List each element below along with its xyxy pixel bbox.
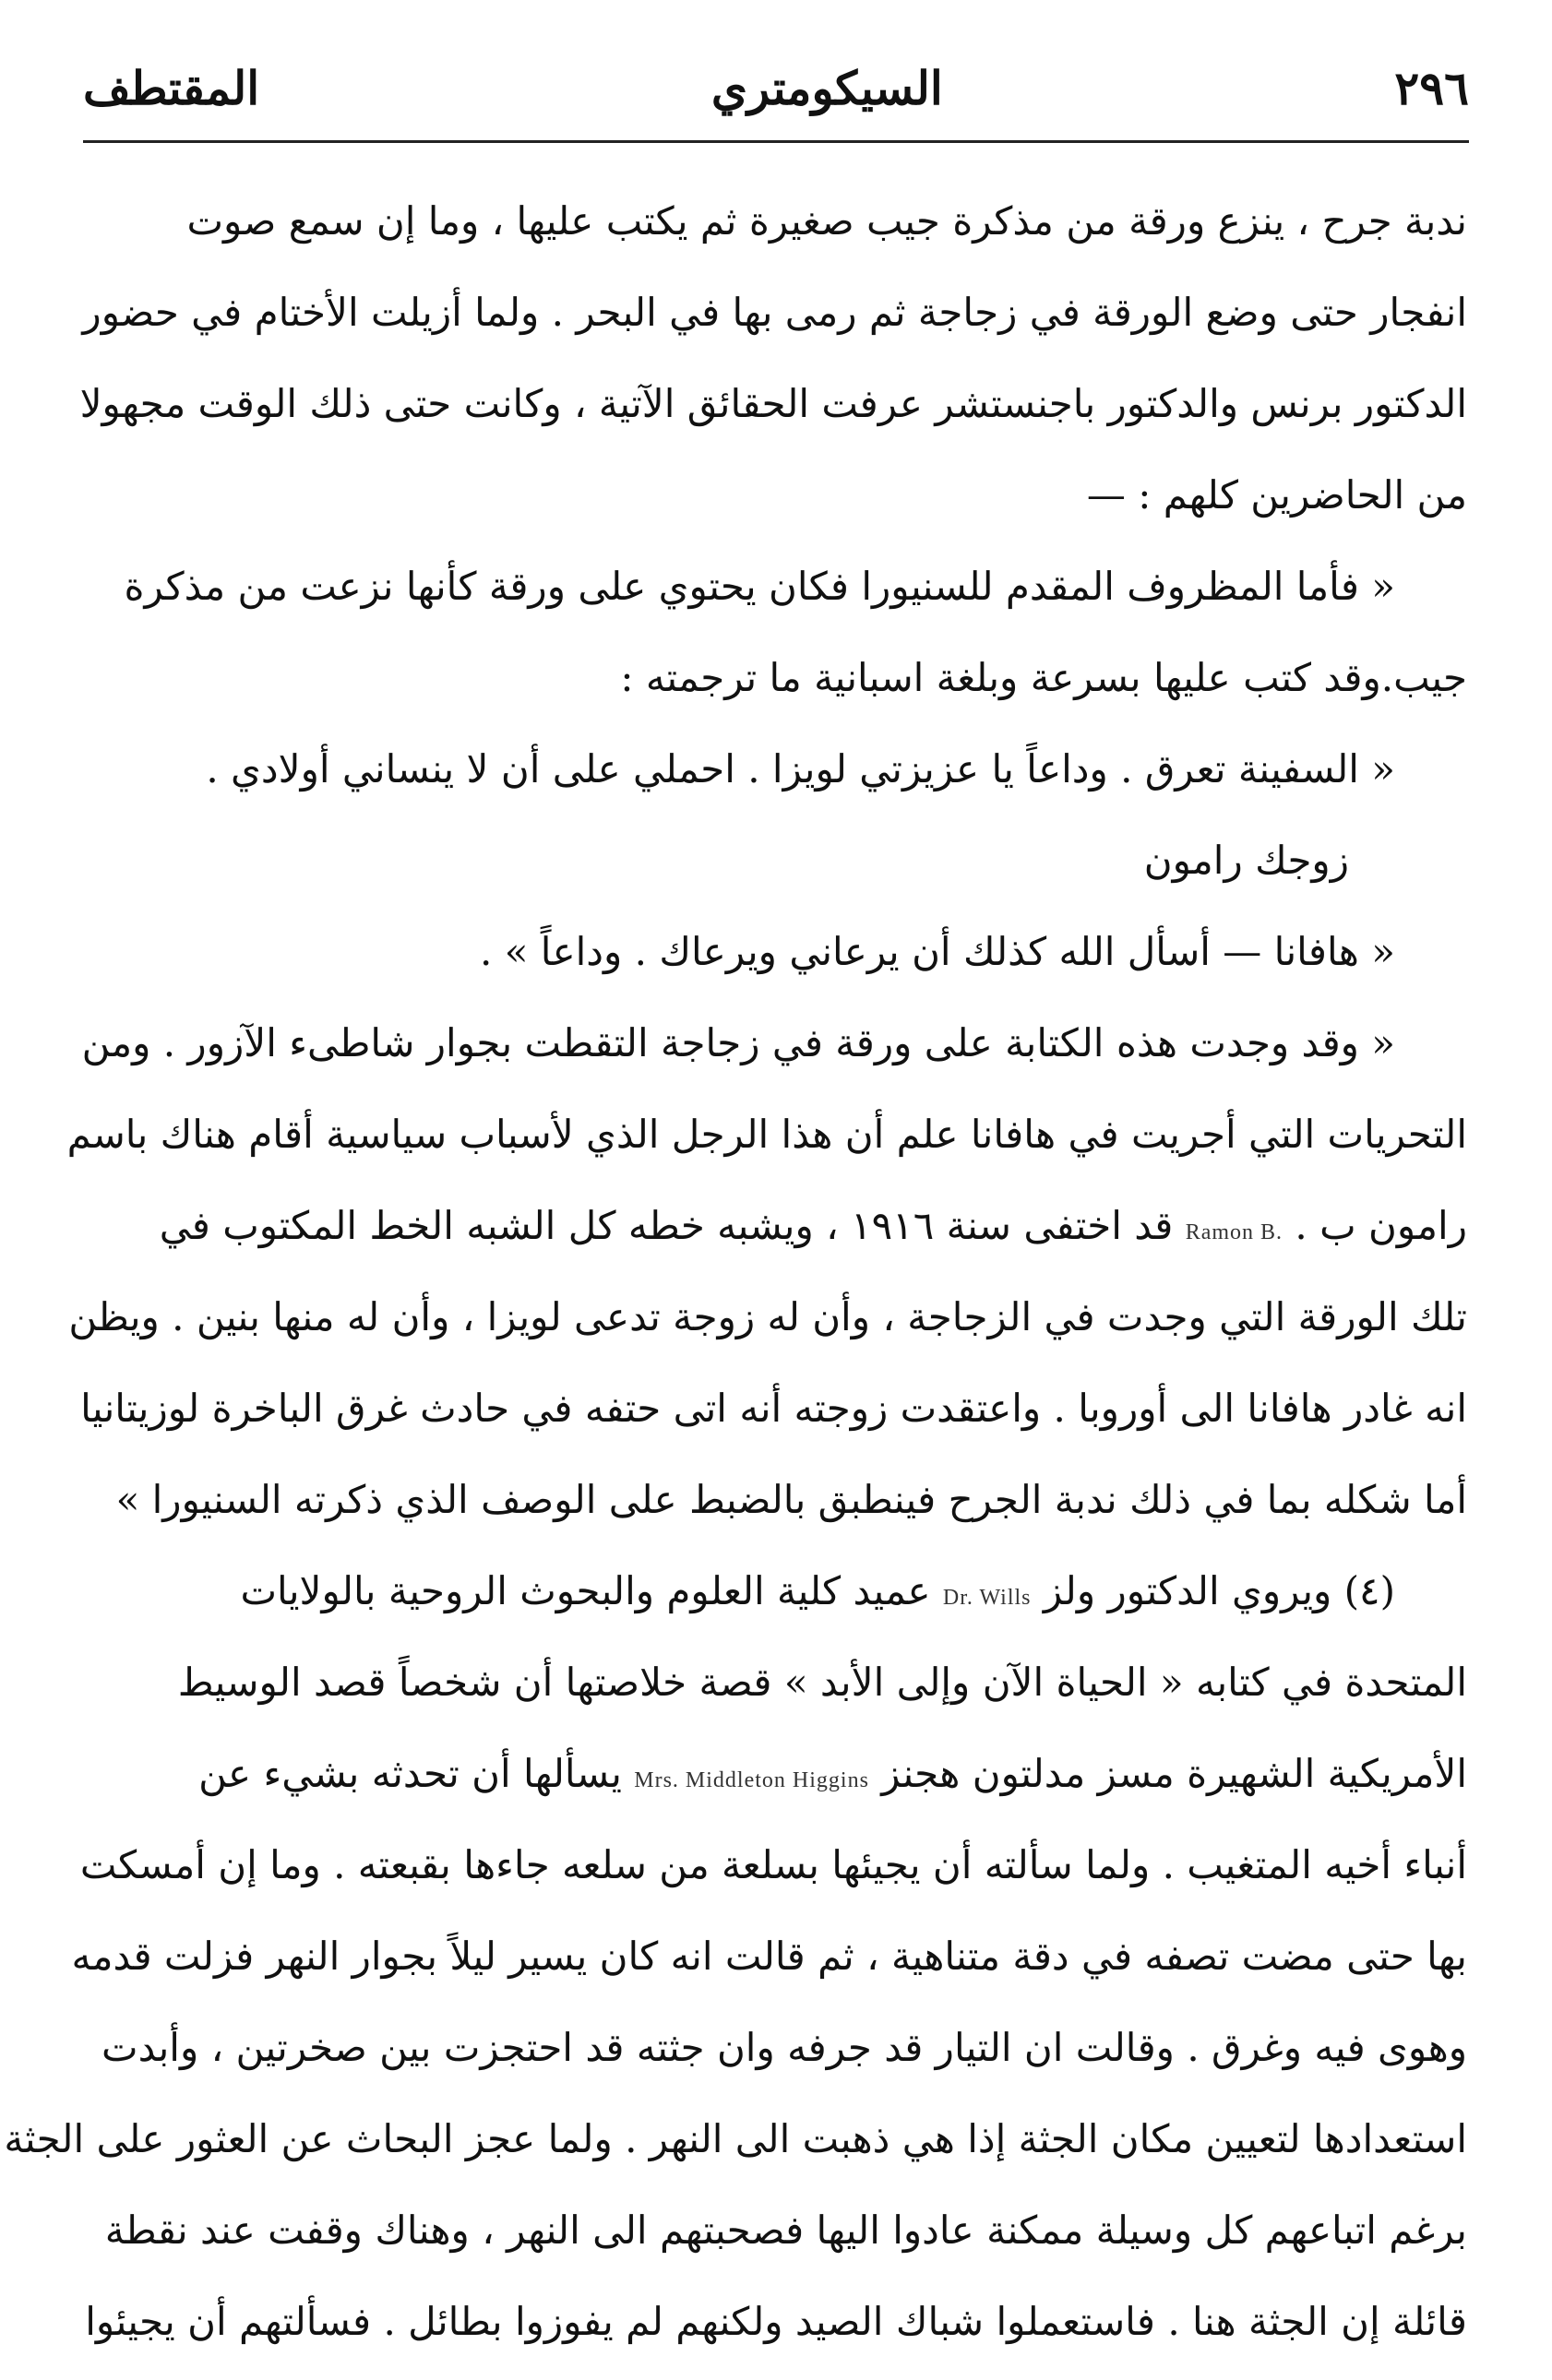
text-line: من الحاضرين كلهم : — (1086, 472, 1467, 518)
text-line: الدكتور برنس والدكتور باجنستشر عرفت الحقائق الآتية ، وكانت حتى ذلك الوقت مجهولا (79, 381, 1467, 426)
text-line: « السفينة تعرق . وداعاً يا عزيزتي لويزا . احملي على أن لا ينساني أولادي . (206, 746, 1395, 791)
text-line: « فأما المظروف المقدم للسنيورا فكان يحتوي على ورقة كأنها نزعت من مذكرة (124, 564, 1395, 609)
latin-name: Dr. Wills (942, 1586, 1032, 1610)
text-segment: رامون ب . (1283, 1203, 1467, 1248)
text-line: بها حتى مضت تصفه في دقة متناهية ، ثم قالت انه كان يسير ليلاً بجوار النهر فزلت قدمه (71, 1934, 1467, 1979)
text-line: « هافانا — أسأل الله كذلك أن يرعاني ويرعاك . وداعاً » . (480, 929, 1395, 974)
running-title: السيكومتري (710, 60, 943, 115)
text-line: قائلة إن الجثة هنا . فاستعملوا شباك الصيد ولكنهم لم يفوزوا بطائل . فسألتهم أن يجيئوا (85, 2299, 1467, 2344)
text-segment: الأمريكية الشهيرة مسز مدلتون هجنز (868, 1751, 1467, 1796)
body-text (0, 175, 1552, 2367)
text-line (0, 1180, 1552, 1271)
text-line: جيب.وقد كتب عليها بسرعة وبلغة اسبانية ما ترجمته : (620, 655, 1467, 700)
text-segment: (٤) ويروي الدكتور ولز (1031, 1568, 1395, 1613)
text-line: المتحدة في كتابه « الحياة الآن وإلى الأبد » قصة خلاصتها أن شخصاً قصد الوسيط (177, 1660, 1467, 1705)
text-line: استعدادها لتعيين مكان الجثة إذا هي ذهبت الى النهر . ولما عجز البحاث عن العثور على الجثة (4, 2116, 1467, 2161)
text-line: وهوى فيه وغرق . وقالت ان التيار قد جرفه وان جثته قد احتجزت بين صخرتين ، وأبدت (101, 2025, 1467, 2070)
text-line: انه غادر هافانا الى أوروبا . واعتقدت زوجته أنه اتى حتفه في حادث غرق الباخرة لوزيتانيا (80, 1386, 1467, 1431)
text-line (0, 1545, 1552, 1636)
text-line: انفجار حتى وضع الورقة في زجاجة ثم رمى بها في البحر . ولما أزيلت الأختام في حضور (82, 290, 1467, 335)
latin-name: Mrs. Middleton Higgins (634, 1768, 869, 1792)
text-line (0, 1728, 1552, 1819)
page-number: ٢٩٦ (1394, 60, 1469, 115)
text-line: أنباء أخيه المتغيب . ولما سألته أن يجيئها بسلعة من سلعه جاءها بقبعته . وما إن أمسكت (79, 1842, 1467, 1887)
page-header (83, 37, 1469, 138)
journal-name: المقتطف (83, 60, 260, 115)
text-line: تلك الورقة التي وجدت في الزجاجة ، وأن له زوجة تدعى لويزا ، وأن له منها بنين . ويظن (68, 1294, 1467, 1339)
text-segment: قد اختفى سنة ١٩١٦ ، ويشبه خطه كل الشبه الخط المكتوب في (159, 1203, 1186, 1248)
text-segment: يسألها أن تحدثه بشيء عن (198, 1751, 635, 1796)
text-line: التحريات التي أجريت في هافانا علم أن هذا الرجل الذي لأسباب سياسية أقام هناك باسم (66, 1112, 1467, 1157)
header-divider (83, 140, 1469, 143)
text-line: زوجك رامون (1143, 838, 1349, 883)
text-line: برغم اتباعهم كل وسيلة ممكنة عادوا اليها فصحبتهم الى النهر ، وهناك وقفت عند نقطة (104, 2207, 1467, 2253)
text-segment: عميد كلية العلوم والبحوث الروحية بالولايات (240, 1568, 943, 1613)
latin-name: Ramon B. (1185, 1220, 1283, 1244)
text-line: أما شكله بما في ذلك ندبة الجرح فينطبق بالضبط على الوصف الذي ذكرته السنيورا » (115, 1477, 1467, 1522)
text-line: « وقد وجدت هذه الكتابة على ورقة في زجاجة التقطت بجوار شاطىء الآزور . ومن (81, 1020, 1395, 1065)
text-line: ندبة جرح ، ينزع ورقة من مذكرة جيب صغيرة ثم يكتب عليها ، وما إن سمع صوت (186, 198, 1467, 244)
